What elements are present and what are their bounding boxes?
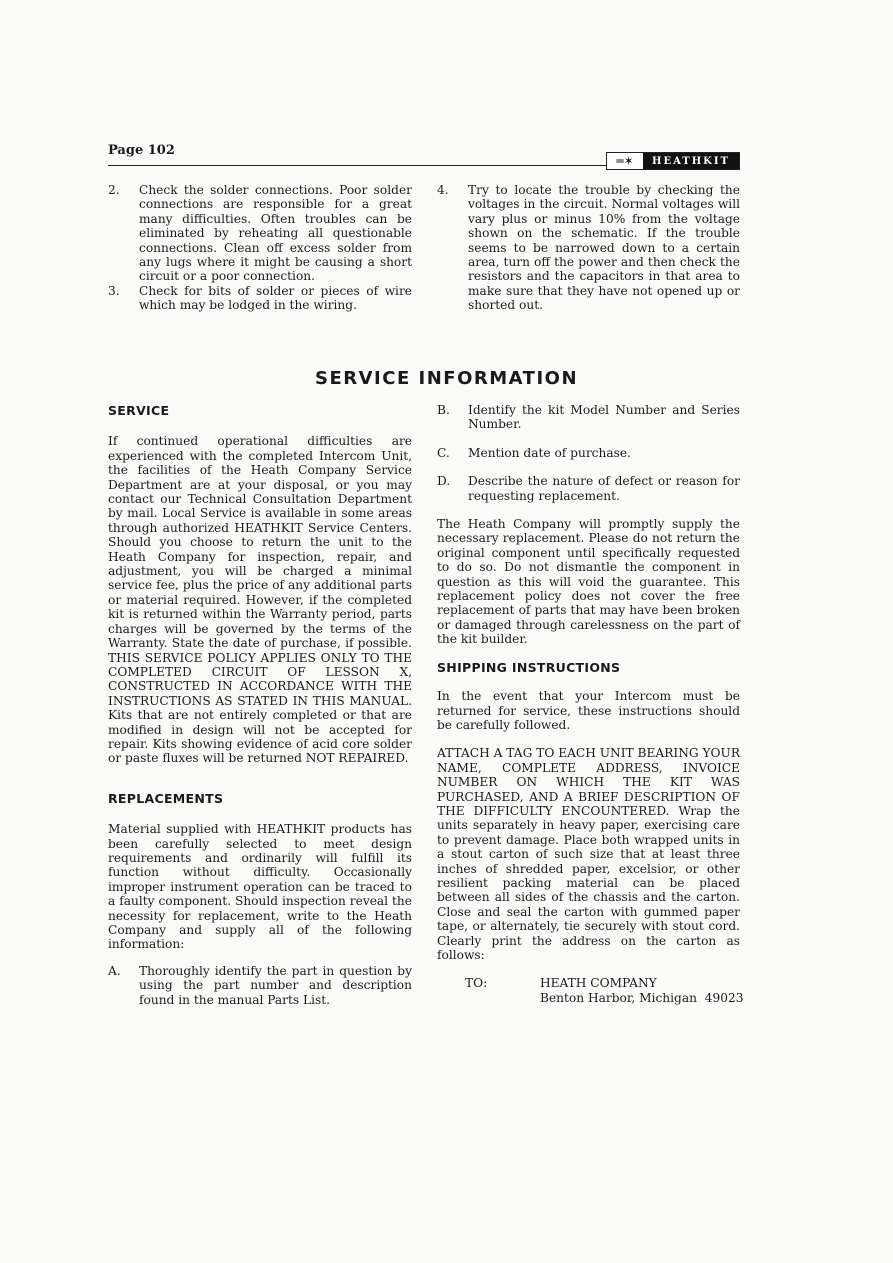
list-item — [437, 474, 740, 503]
item-number: 2. — [108, 183, 120, 197]
item-letter: B. — [437, 403, 450, 417]
logo-text: HEATHKIT — [643, 153, 739, 169]
item-number: 4. — [437, 183, 449, 197]
replacements-body: Material supplied with HEATHKIT products has been carefully selected to meet design requirements and ordinarily will fulfill its function without difficulty. Occasionally improper instrument operation can be traced to a faulty component. Should inspection reveal the necessity for replacement, write to the Heath Company and supply all of the following information: — [108, 822, 412, 952]
list-item — [437, 446, 740, 460]
list-item — [108, 183, 412, 284]
lower-right-column — [437, 403, 744, 1005]
page-number: Page 102 — [108, 143, 175, 158]
service-heading: SERVICE — [108, 403, 170, 418]
top-left-column — [108, 183, 412, 313]
item-letter: C. — [437, 445, 450, 460]
replacements-heading: REPLACEMENTS — [108, 790, 224, 806]
address-line-2: Benton Harbor, Michigan 49023 — [540, 990, 744, 1005]
shipping-heading: SHIPPING INSTRUCTIONS — [437, 659, 621, 675]
top-right-column — [437, 183, 740, 313]
item-text: Thoroughly identify the part in question by using the part number and description found in the manual Parts List. — [139, 963, 412, 1007]
shipping-intro: In the event that your Intercom must be returned for service, these instructions should be carefully followed. — [437, 689, 740, 732]
item-text: Mention date of purchase. — [468, 445, 631, 460]
item-letter: A. — [108, 963, 121, 978]
item-text: Describe the nature of defect or reason for requesting replacement. — [468, 474, 740, 503]
item-text: Check the solder connections. Poor solder connections are responsible for a great many difficulties. Often troubles can be eliminated by reheating all questionable connections. Clean off excess solder from any lugs where it might be causing a short circuit or a poor connection. — [139, 183, 412, 284]
address-to-label: TO: — [465, 976, 488, 991]
service-body: If continued operational difficulties are experienced with the completed Intercom Unit, the facilities of the Heath Company Service Department are at your disposal, or you may contact our Technical Consultation Department by mail. Local Service is available in some areas through authorized HEATHKIT Service Centers. Should you choose to return the unit to the Heath Company for inspection, repair, and adjustment, you will be charged a minimal service fee, plus the price of any additional parts or material required. However, if the completed kit is returned within the Warranty period, parts charges will be governed by the terms of the Warranty. State the date of purchase, if possible. THIS SERVICE POLICY APPLIES ONLY TO THE COMPLETED CIRCUIT OF LESSON X, CONSTRUCTED IN ACCORDANCE WITH THE INSTRUCTIONS AS STATED IN THIS MANUAL. Kits that are not entirely completed or that are modified in design will not be accepted for repair. Kits showing evidence of acid core solder or paste fluxes will be returned NOT REPAIRED. — [108, 434, 412, 766]
item-text: Check for bits of solder or pieces of wire which may be lodged in the wiring. — [139, 283, 412, 313]
list-item — [437, 403, 740, 432]
replacements-closing: The Heath Company will promptly supply the necessary replacement. Please do not return the original component until specifically requested to do so. Do not dismantle the component in question as this will void the guarantee. This replacement policy does not cover the free replacement of parts that may have been broken or damaged through carelessness on the part of the kit builder. — [437, 517, 740, 647]
item-text: Try to locate the trouble by checking the voltages in the circuit. Normal voltages will vary plus or minus 10% from the voltage shown on the schematic. If the trouble seems to be narrowed down to a certain area, turn off the power and then check the resistors and the capacitors in that area to make sure that they have not opened up or shorted out. — [468, 183, 740, 313]
lower-left-column — [108, 404, 412, 1007]
address-line-1: HEATH COMPANY — [540, 976, 657, 991]
section-title: SERVICE INFORMATION — [314, 368, 579, 389]
item-letter: D. — [437, 474, 451, 489]
list-item — [437, 183, 740, 313]
item-number: 3. — [108, 283, 120, 298]
shipping-body: ATTACH A TAG TO EACH UNIT BEARING YOUR NAME, COMPLETE ADDRESS, INVOICE NUMBER ON WHICH THE KIT WAS PURCHASED, AND A BRIEF DESCRIPTION OF THE DIFFICULTY ENCOUNTERED. Wrap the units separately in heavy paper, exercising care to prevent damage. Place both wrapped units in a stout carton of such size that at least three inches of shredded paper, excelsior, or other resilient packing material can be placed between all sides of the chassis and the carton. Close and seal the carton with gummed paper tape, or alternately, tie securely with stout cord. Clearly print the address on the carton as follows: — [437, 746, 740, 962]
list-item — [108, 284, 412, 313]
heathkit-logo — [606, 152, 740, 170]
header-rule — [108, 165, 608, 166]
shipping-address — [437, 976, 744, 1005]
item-text: Identify the kit Model Number and Series Number. — [468, 403, 740, 432]
heathkit-mark-icon: ═✶ — [616, 154, 634, 168]
list-item — [108, 964, 412, 1007]
